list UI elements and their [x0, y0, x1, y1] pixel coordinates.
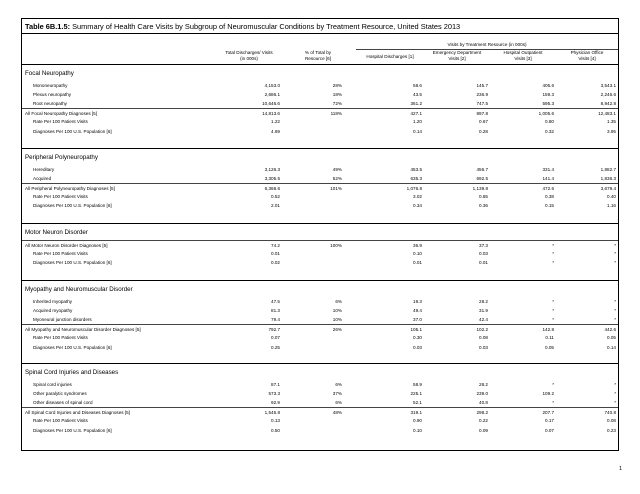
emergency-value: 0.08 [479, 335, 488, 341]
col-header-hospital-discharges: Hospital Discharges [1] [366, 54, 414, 59]
table-title-text: Summary of Health Care Visits by Subgroup of Neuromuscular Conditions by Treatment Resource, United States 2013 [72, 22, 461, 31]
outpatient-value: 0.80 [545, 119, 554, 125]
table-row [22, 297, 618, 306]
row-label: Diagnoses Per 100 U.S. Population [6] [33, 203, 112, 209]
hospital-value: 0.10 [413, 427, 422, 433]
hospital-value: 0.30 [413, 335, 422, 341]
physician-value: * [614, 308, 616, 314]
hospital-value: 0.10 [413, 251, 422, 257]
row-label: All Peripheral Polyneuropathy Diagnoses [5] [25, 186, 115, 192]
hospital-value: 319.1 [410, 410, 422, 416]
total-value: 81.3 [271, 308, 280, 314]
table-row [22, 258, 618, 267]
table-row [22, 127, 618, 136]
title-divider [22, 33, 618, 34]
emergency-value: 298.2 [476, 410, 488, 416]
percent-value: 48% [332, 410, 342, 416]
physician-value: * [614, 299, 616, 304]
row-label: All Motor Neuron Disorder Diagnoses [5] [25, 243, 108, 248]
emergency-value: 0.22 [479, 418, 488, 424]
row-label: All Myopathy and Neuromuscular Disorder Diagnoses [5] [25, 327, 141, 333]
row-label: Diagnoses Per 100 U.S. Population [6] [33, 260, 112, 266]
percent-value: 10% [332, 317, 342, 323]
table-row [22, 426, 618, 435]
section-divider [22, 280, 618, 281]
physician-value: 0.05 [607, 335, 616, 341]
hospital-value: 225.1 [410, 391, 422, 397]
outpatient-value: * [552, 317, 554, 323]
outpatient-value: 142.8 [542, 327, 554, 333]
total-value: 1,545.8 [264, 410, 280, 416]
row-label: Hereditary [33, 167, 55, 172]
physician-value: 2,246.6 [600, 92, 616, 98]
page-number: 1 [619, 466, 623, 472]
hospital-value: 0.34 [413, 203, 422, 209]
total-value: 4.69 [271, 128, 280, 134]
total-value: 1.22 [271, 119, 280, 125]
row-label: Myoneural junction disorders [33, 317, 92, 323]
table-row [22, 99, 618, 108]
emergency-value: 0.28 [479, 128, 488, 134]
hospital-value: 36.9 [413, 243, 422, 248]
table-row [22, 306, 618, 315]
row-label: Other paralytic syndromes [33, 391, 87, 397]
outpatient-value: 159.3 [542, 92, 554, 98]
hospital-value: 453.5 [410, 167, 422, 172]
total-value: 0.02 [271, 260, 280, 266]
total-value: 14,813.6 [262, 111, 280, 117]
percent-value: 49% [332, 167, 342, 172]
section-divider [22, 223, 618, 224]
hospital-value: 3.02 [413, 194, 422, 200]
emergency-value: 37.3 [479, 243, 488, 248]
physician-value: 1.35 [607, 119, 616, 125]
physician-value: 12,483.1 [598, 111, 616, 117]
percent-value: 72% [332, 101, 342, 107]
table-row [22, 165, 618, 174]
hospital-value: 58.9 [413, 382, 422, 387]
col-header-total: Total Discharges/ Visits (in 000s) [225, 50, 273, 62]
total-value: 79.4 [271, 317, 280, 323]
table-id: Table 6B.1.5: [25, 22, 71, 31]
percent-value: 28% [332, 83, 342, 88]
percent-value: 100% [330, 243, 342, 248]
table-row [22, 398, 618, 407]
physician-value: 3,679.4 [600, 186, 616, 192]
emergency-value: 747.5 [476, 101, 488, 107]
physician-value: 0.40 [607, 194, 616, 200]
outpatient-value: 0.07 [545, 427, 554, 433]
table-row [22, 333, 618, 342]
outpatient-value: 472.6 [542, 186, 554, 192]
visits-group-header: Visits by Treatment Resource (in 000s) [447, 42, 527, 47]
section-title: Spinal Cord Injuries and Diseases [25, 369, 119, 376]
hospital-value: 58.6 [413, 83, 422, 88]
hospital-value: 37.0 [413, 317, 422, 323]
total-value: 3,126.3 [264, 167, 280, 172]
hospital-value: 635.3 [410, 176, 422, 182]
row-label: Diagnoses Per 100 U.S. Population [6] [33, 128, 112, 134]
section-title: Peripheral Polyneuropathy [25, 154, 98, 161]
section-title: Motor Neuron Disorder [25, 229, 88, 236]
emergency-value: 40.8 [479, 400, 488, 406]
outpatient-value: 109.2 [542, 391, 554, 397]
hospital-value: 427.1 [410, 111, 422, 117]
hospital-value: 49.4 [413, 308, 422, 314]
total-value: 573.3 [268, 391, 280, 397]
outpatient-value: * [552, 299, 554, 304]
emergency-value: 28.2 [479, 382, 488, 387]
col-header-emergency: Emergency Department Visits [2] [432, 50, 482, 62]
table-row [22, 174, 618, 183]
emergency-value: 0.09 [479, 427, 488, 433]
percent-value: 26% [332, 327, 342, 333]
outpatient-value: 405.6 [542, 83, 554, 88]
percent-value: 10% [332, 308, 342, 314]
emergency-value: 456.7 [476, 167, 488, 172]
physician-value: * [614, 317, 616, 323]
row-label: Rate Per 100 Patient Visits [33, 194, 88, 200]
row-label: Other diseases of spinal cord [33, 400, 93, 406]
section-divider [22, 64, 618, 65]
outpatient-value: * [552, 260, 554, 266]
outpatient-value: * [552, 382, 554, 387]
physician-value: * [614, 382, 616, 387]
total-value: 0.01 [271, 251, 280, 257]
emergency-value: 897.8 [476, 111, 488, 117]
outpatient-value: 0.17 [545, 418, 554, 424]
total-value: 92.9 [271, 400, 280, 406]
table-row [22, 117, 618, 126]
row-label: Rate Per 100 Patient Visits [33, 119, 88, 125]
emergency-value: 42.4 [479, 317, 488, 323]
total-value: 2.01 [271, 203, 280, 209]
physician-value: 1,836.3 [600, 176, 616, 182]
hospital-value: 43.5 [413, 92, 422, 98]
outpatient-value: * [552, 251, 554, 257]
row-label: Plexus neuropathy [33, 92, 72, 98]
table-row [22, 201, 618, 210]
row-label: Acquired [33, 176, 52, 182]
outpatient-value: * [552, 308, 554, 314]
outpatient-value: 0.05 [545, 344, 554, 350]
emergency-value: 692.5 [476, 176, 488, 182]
total-value: 0.50 [271, 427, 280, 433]
total-value: 0.25 [271, 344, 280, 350]
row-label: Acquired myopathy [33, 308, 73, 314]
table-row [22, 380, 618, 389]
row-label: Rate Per 100 Patient Visits [33, 251, 88, 257]
row-label: Rate Per 100 Patient Visits [33, 418, 88, 424]
row-label: Mononeuropathy [33, 83, 68, 88]
total-value: 47.5 [271, 299, 280, 304]
physician-value: 3,543.1 [600, 83, 616, 88]
percent-value: 6% [335, 382, 342, 387]
physician-value: 0.08 [607, 418, 616, 424]
total-value: 74.2 [271, 243, 280, 248]
hospital-value: 0.03 [413, 344, 422, 350]
emergency-value: 0.03 [479, 251, 488, 257]
emergency-value: 236.9 [476, 92, 488, 98]
percent-value: 118% [330, 111, 342, 117]
total-value: 0.52 [271, 194, 280, 200]
hospital-value: 0.14 [413, 128, 422, 134]
hospital-value: 361.2 [410, 101, 422, 107]
table-frame [21, 18, 619, 451]
table-row [22, 416, 618, 425]
physician-value: 442.6 [604, 327, 616, 333]
total-value: 4,153.0 [264, 83, 280, 88]
physician-value: 1,882.7 [600, 167, 616, 172]
col-header-outpatient: Hospital Outpatient Visits [3] [503, 50, 543, 62]
outpatient-value: 595.3 [542, 101, 554, 107]
percent-value: 37% [332, 391, 342, 397]
table-row [22, 315, 618, 324]
row-label: All Spinal Cord Injuries and Diseases Diagnoses [5] [25, 410, 130, 416]
physician-value: * [614, 400, 616, 406]
section-title: Myopathy and Neuromuscular Disorder [25, 286, 133, 293]
hospital-value: 0.90 [413, 418, 422, 424]
table-row [22, 389, 618, 398]
total-value: 0.07 [271, 335, 280, 341]
hospital-value: 1.20 [413, 119, 422, 125]
table-row [22, 343, 618, 352]
percent-value: 101% [330, 186, 342, 192]
outpatient-value: 331.4 [542, 167, 554, 172]
row-label: All Focal Neuropathy Diagnoses [5] [25, 111, 98, 117]
emergency-value: 0.36 [479, 203, 488, 209]
emergency-value: 0.03 [479, 344, 488, 350]
total-value: 2,686.1 [264, 92, 280, 98]
physician-value: 0.23 [607, 427, 616, 433]
percent-value: 18% [332, 92, 342, 98]
percent-value: 52% [332, 176, 342, 182]
physician-value: 1.16 [607, 203, 616, 209]
table-row [22, 192, 618, 201]
hospital-value: 0.01 [413, 260, 422, 266]
physician-value: 740.8 [604, 410, 616, 416]
hospital-value: 19.3 [413, 299, 422, 304]
hospital-value: 52.1 [413, 400, 422, 406]
physician-value: 0.14 [607, 344, 616, 350]
row-label: Diagnoses Per 100 U.S. Population [6] [33, 344, 112, 350]
percent-value: 6% [335, 400, 342, 406]
row-label: Diagnoses Per 100 U.S. Population [6] [33, 427, 112, 433]
outpatient-value: * [552, 243, 554, 248]
row-label: Rate Per 100 Patient Visits [33, 335, 88, 341]
outpatient-value: 207.7 [542, 410, 554, 416]
physician-value: 3.95 [607, 128, 616, 134]
emergency-value: 239.0 [476, 391, 488, 397]
physician-value: * [614, 391, 616, 397]
total-value: 3,305.5 [264, 176, 280, 182]
section-title: Focal Neuropathy [25, 70, 74, 77]
physician-value: 8,942.8 [600, 101, 616, 107]
outpatient-value: * [552, 400, 554, 406]
table-row [22, 249, 618, 258]
table-row [22, 90, 618, 99]
emergency-value: 28.2 [479, 299, 488, 304]
percent-value: 6% [335, 299, 342, 304]
hospital-value: 105.1 [410, 327, 422, 333]
emergency-value: 0.01 [479, 260, 488, 266]
physician-value: * [614, 243, 616, 248]
total-value: 6,368.6 [264, 186, 280, 192]
hospital-value: 1,076.8 [406, 186, 422, 192]
section-divider [22, 363, 618, 364]
outpatient-value: 1,005.6 [538, 111, 554, 117]
physician-value: * [614, 251, 616, 257]
row-label: Inherited myopathy [33, 299, 73, 304]
total-value: 10,646.6 [262, 101, 280, 107]
row-label: Root neuropathy [33, 101, 67, 107]
col-header-percent: % of Total by Resource [6] [304, 50, 332, 62]
emergency-value: 0.85 [479, 194, 488, 200]
emergency-value: 102.2 [476, 327, 488, 333]
outpatient-value: 0.38 [545, 194, 554, 200]
total-value: 792.7 [268, 327, 280, 333]
section-divider [22, 148, 618, 149]
emergency-value: 145.7 [476, 83, 488, 88]
emergency-value: 0.67 [479, 119, 488, 125]
outpatient-value: 0.11 [545, 335, 554, 341]
col-header-physician: Physician Office Visits [4] [570, 50, 604, 62]
emergency-value: 1,139.8 [472, 186, 488, 192]
outpatient-value: 0.32 [545, 128, 554, 134]
total-value: 0.13 [271, 418, 280, 424]
outpatient-value: 141.4 [542, 176, 554, 182]
physician-value: * [614, 260, 616, 266]
emergency-value: 31.9 [479, 308, 488, 314]
outpatient-value: 0.15 [545, 203, 554, 209]
table-row [22, 81, 618, 90]
table-title [25, 22, 460, 31]
row-label: Spinal cord injuries [33, 382, 72, 387]
total-value: 87.1 [271, 382, 280, 387]
